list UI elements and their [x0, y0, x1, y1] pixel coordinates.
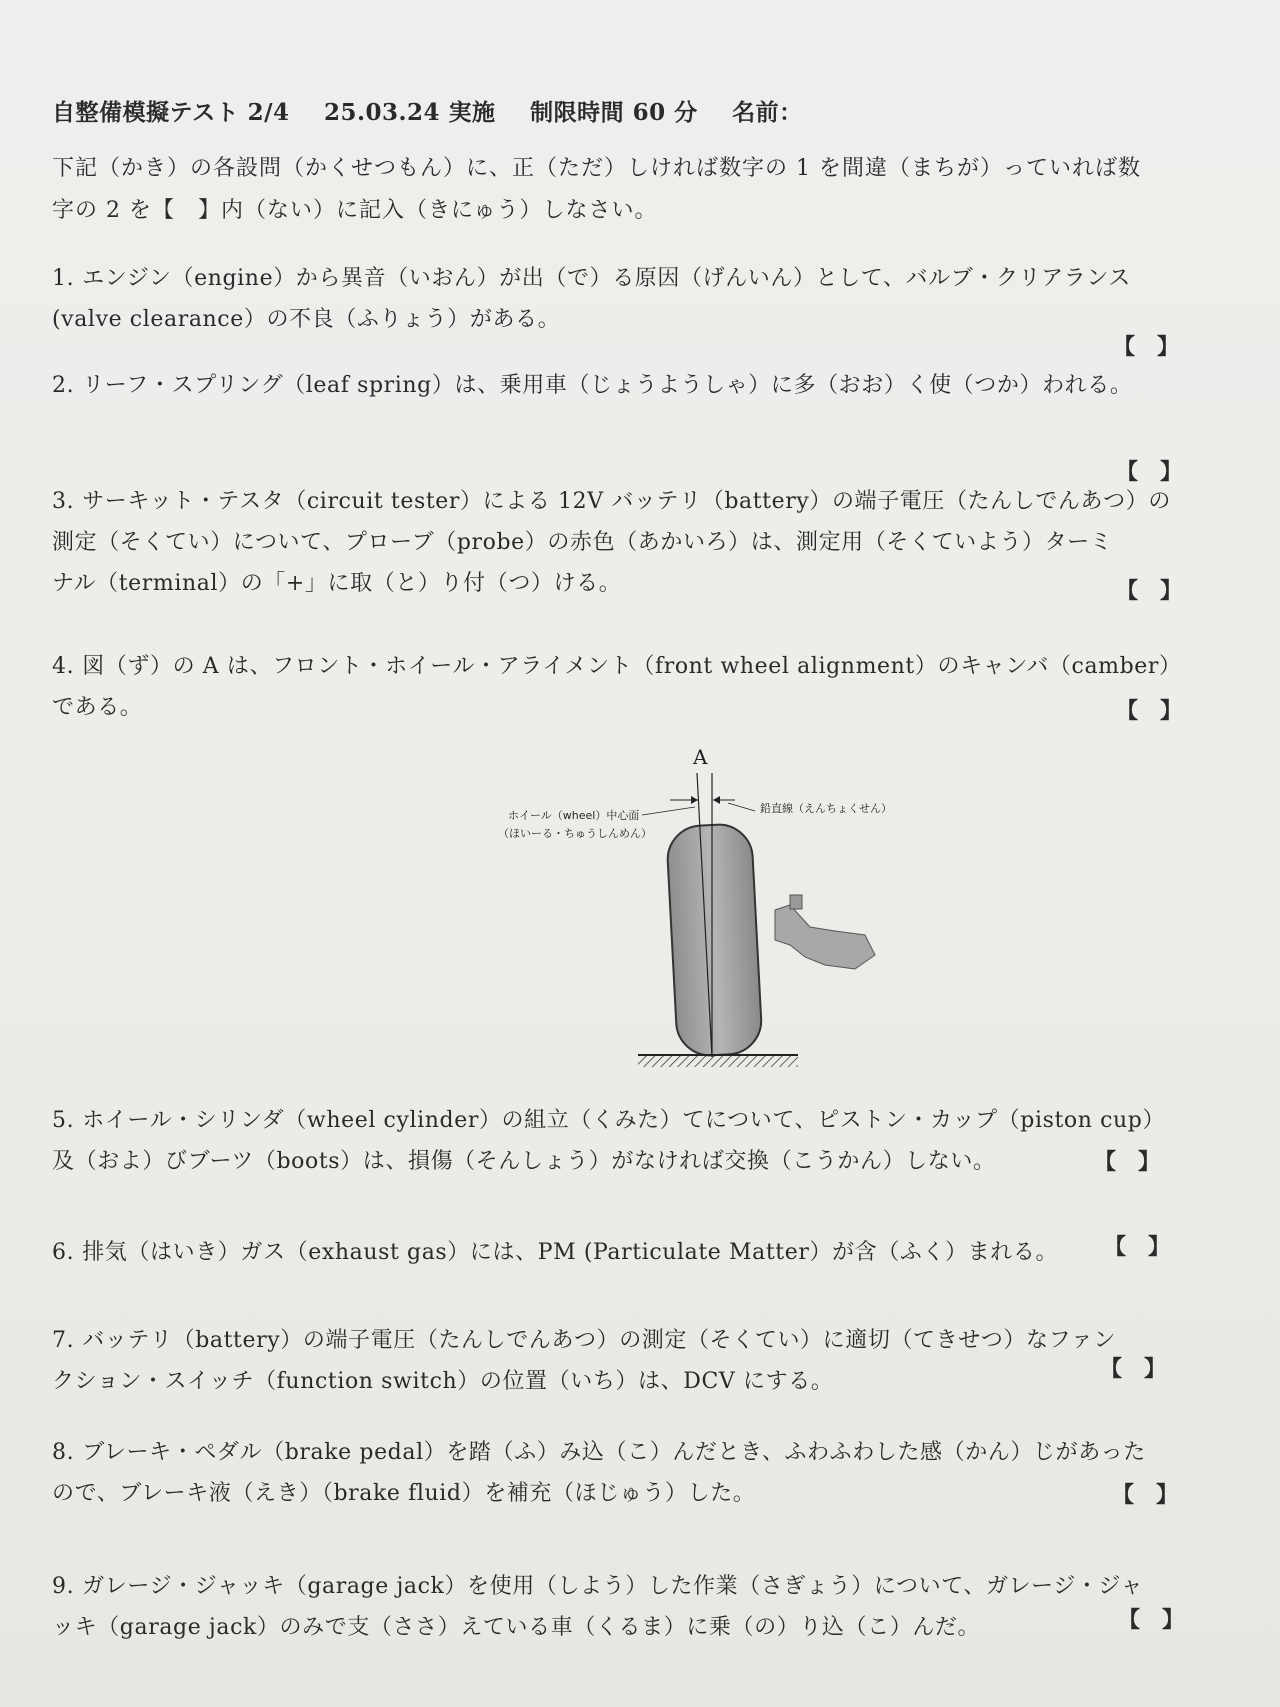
time-limit: 制限時間 60 分 — [530, 99, 698, 126]
question-text: ガレージ・ジャッキ（garage jack）を使用（しよう）した作業（さぎょう）について、ガレージ・ジャ — [82, 1574, 1144, 1599]
question-text: ッキ（garage jack）のみで支（ささ）えている車（くるま）に乗（の）り込（こ）んだ。 — [52, 1615, 981, 1640]
camber-diagram — [490, 745, 960, 1085]
question-number: 7. — [52, 1328, 75, 1353]
question-number: 2. — [52, 373, 75, 398]
instructions — [52, 148, 1182, 232]
exam-header — [52, 94, 829, 127]
test-name: 自整備模擬テスト 2/4 — [52, 99, 290, 126]
question-text: 測定（そくてい）について、プローブ（probe）の赤色（あかいろ）は、測定用（そくていよう）ターミ — [52, 530, 1113, 555]
question-number: 6. — [52, 1240, 75, 1265]
answer-box-1[interactable]: 【 】 — [1113, 334, 1180, 360]
question-text: ので、ブレーキ液（えき）（brake fluid）を補充（ほじゅう）した。 — [52, 1481, 756, 1506]
answer-box-7[interactable]: 【 】 — [1100, 1356, 1167, 1382]
instruction-line-1: 下記（かき）の各設問（かくせつもん）に、正（ただ）しければ数字の 1 を間違（まちが）っていれば数 — [52, 156, 1141, 181]
wheel-center-reading: （ほいーる・ちゅうしんめん） — [498, 827, 652, 840]
axle-arm — [775, 905, 875, 969]
answer-box-6[interactable]: 【 】 — [1104, 1234, 1171, 1260]
question-2 — [52, 365, 1192, 406]
question-number: 1. — [52, 266, 75, 291]
test-date: 25.03.24 実施 — [324, 99, 496, 126]
answer-box-9[interactable]: 【 】 — [1118, 1607, 1185, 1633]
answer-box-4[interactable]: 【 】 — [1116, 698, 1183, 724]
question-text: バッテリ（battery）の端子電圧（たんしでんあつ）の測定（そくてい）に適切（てきせつ）なファン — [82, 1328, 1117, 1353]
answer-box-2[interactable]: 【 】 — [1116, 459, 1183, 485]
question-text: である。 — [52, 695, 143, 720]
question-number: 9. — [52, 1574, 75, 1599]
question-number: 5. — [52, 1108, 75, 1133]
question-text: 図（ず）の A は、フロント・ホイール・アライメント（front wheel alignment）のキャンバ（camber） — [82, 654, 1182, 679]
question-4 — [52, 646, 1192, 728]
arrow-right-head — [713, 796, 720, 804]
name-label: 名前： — [732, 99, 803, 126]
question-text: (valve clearance）の不良（ふりょう）がある。 — [52, 307, 561, 332]
question-text: ホイール・シリンダ（wheel cylinder）の組立（くみた）てについて、ピストン・カップ（piston cup） — [82, 1108, 1166, 1133]
question-1 — [52, 258, 1192, 340]
question-number: 8. — [52, 1440, 75, 1465]
tire — [666, 823, 763, 1057]
ground-hatch — [638, 1055, 798, 1067]
angle-label-a: A — [693, 745, 708, 769]
question-text: 及（およ）びブーツ（boots）は、損傷（そんしょう）がなければ交換（こうかん）しない。 — [52, 1149, 996, 1174]
question-text: クション・スイッチ（function switch）の位置（いち）は、DCV にする。 — [52, 1369, 834, 1394]
question-text: ブレーキ・ペダル（brake pedal）を踏（ふ）み込（こ）んだとき、ふわふわした感（かん）じがあった — [82, 1440, 1146, 1465]
question-number: 4. — [52, 654, 75, 679]
question-9 — [52, 1566, 1192, 1648]
knuckle-bolt — [790, 895, 802, 909]
question-text: サーキット・テスタ（circuit tester）による 12V バッテリ（battery）の端子電圧（たんしでんあつ）の — [82, 489, 1171, 514]
instruction-line-2: 字の 2 を【 】内（ない）に記入（きにゅう）しなさい。 — [52, 198, 658, 223]
question-text: リーフ・スプリング（leaf spring）は、乗用車（じょうようしゃ）に多（おお）く使（つか）われる。 — [82, 373, 1133, 398]
question-text: エンジン（engine）から異音（いおん）が出（で）る原因（げんいん）として、バルブ・クリアランス — [82, 266, 1131, 291]
camber-diagram-svg — [490, 745, 960, 1085]
pointer-wheel-center — [642, 807, 695, 815]
plumb-line-label: 鉛直線（えんちょくせん） — [760, 802, 892, 815]
question-text: 排気（はいき）ガス（exhaust gas）には、PM (Particulate Matter）が含（ふく）まれる。 — [82, 1240, 1059, 1265]
question-7 — [52, 1320, 1192, 1402]
question-text: ナル（terminal）の「+」に取（と）り付（つ）ける。 — [52, 571, 622, 596]
question-6 — [52, 1232, 1192, 1273]
question-number: 3. — [52, 489, 75, 514]
answer-box-8[interactable]: 【 】 — [1112, 1482, 1179, 1508]
answer-box-5[interactable]: 【 】 — [1094, 1149, 1161, 1175]
question-5 — [52, 1100, 1192, 1182]
pointer-plumb — [728, 803, 755, 811]
answer-box-3[interactable]: 【 】 — [1116, 578, 1183, 604]
arrow-left-head — [691, 796, 698, 804]
wheel-center-label: ホイール（wheel）中心面 — [508, 809, 640, 822]
question-3 — [52, 481, 1192, 604]
question-8 — [52, 1432, 1192, 1514]
